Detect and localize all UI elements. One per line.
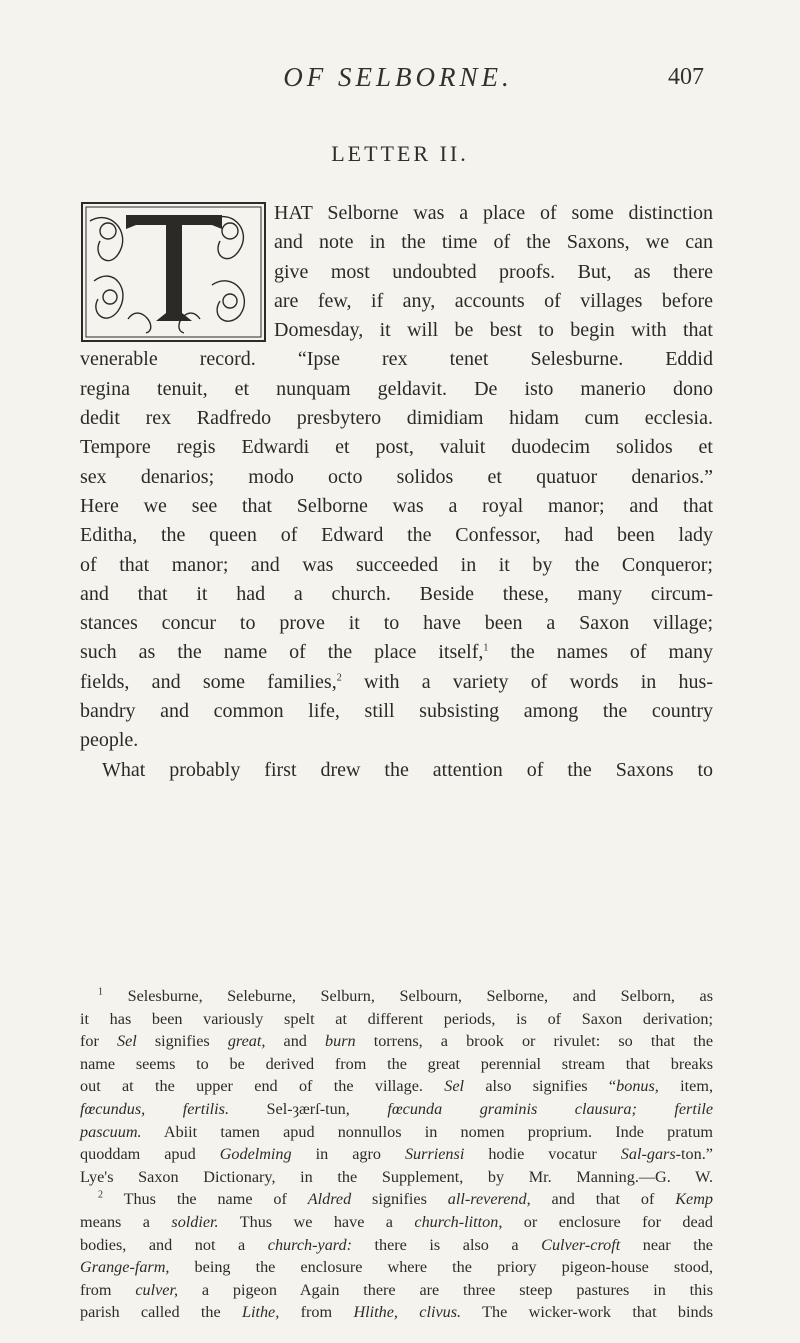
footnote-line: Lye's Saxon Dictionary, in the Supplement, by Mr. Manning.—G. W. — [80, 1167, 713, 1186]
text-segment: item, — [658, 1077, 713, 1096]
text-line: Tempore regis Edwardi et post, valuit duodecim solidos et — [80, 436, 713, 459]
text-segment: great, — [227, 1032, 266, 1051]
text-segment: Surriensi — [404, 1145, 465, 1164]
text-segment: Thus we have a — [218, 1212, 415, 1231]
text-line: and that it had a church. Beside these, many circum- — [80, 582, 713, 605]
footnotes — [80, 985, 713, 1324]
text-line: Domesday, it will be best to begin with that — [274, 319, 713, 342]
text-segment: the names of many — [488, 641, 713, 664]
text-segment: Sel — [116, 1032, 137, 1051]
text-segment: Hlithe, clivus. — [353, 1303, 462, 1322]
text-line: give most undoubted proofs. But, as there — [274, 260, 713, 283]
text-line: dedit rex Radfredo presbytero dimidiam hidam cum ecclesia. — [80, 407, 713, 430]
footnote-line — [80, 1301, 713, 1324]
text-segment: Culver-croft — [541, 1235, 621, 1254]
text-segment: near the — [620, 1235, 713, 1254]
text-segment: The wicker-work that binds — [461, 1303, 714, 1322]
text-segment: Abiit tamen apud nonnullos in nomen proprium. Inde pratum — [141, 1122, 713, 1141]
text-segment: signifies — [351, 1190, 448, 1209]
text-segment: parish called the — [80, 1303, 242, 1322]
text-segment: quoddam apud — [80, 1145, 220, 1164]
footnote-line: it has been variously spelt at different periods, is of Saxon derivation; — [80, 1009, 713, 1028]
page-number: 407 — [668, 64, 704, 90]
text-segment: Lithe, — [241, 1303, 280, 1322]
text-segment: culver, — [135, 1280, 179, 1299]
text-line: Here we see that Selborne was a royal manor; and that — [80, 494, 713, 517]
text-segment: Aldred — [307, 1190, 352, 1209]
footnote-line — [80, 1075, 713, 1098]
footnote-line — [80, 1030, 713, 1053]
text-segment: Selesburne, Seleburne, Selburn, Selbourn, Selborne, and Selborn, as — [127, 987, 713, 1005]
text-segment: Sel-ȝærſ-tun, — [229, 1099, 388, 1118]
text-line: What probably first drew the attention of the Saxons to — [102, 758, 713, 781]
text-segment: and that of — [530, 1190, 676, 1209]
text-segment: and — [265, 1032, 326, 1051]
text-segment: hodie vocatur — [464, 1145, 621, 1164]
footnote-line — [80, 1143, 713, 1166]
footnote-line — [80, 1098, 713, 1121]
text-line: people. — [80, 729, 139, 752]
text-segment: from — [80, 1280, 136, 1299]
footnote-line — [80, 1188, 713, 1211]
text-line: and note in the time of the Saxons, we can — [274, 231, 713, 254]
text-line: sex denarios; modo octo solidos et quatuor denarios.” — [80, 465, 713, 488]
text-segment: signifies — [136, 1032, 228, 1051]
text-segment: from — [279, 1303, 354, 1322]
footnote-mark: 2 — [98, 1189, 103, 1201]
text-line: regina tenuit, et nunquam geldavit. De isto manerio dono — [80, 377, 713, 400]
text-segment: or enclosure for dead — [502, 1212, 713, 1231]
text-segment: Thus the name of — [123, 1190, 308, 1209]
text-segment: Grange-farm, — [80, 1258, 170, 1277]
text-segment: soldier. — [171, 1212, 219, 1231]
text-segment: fœcundus, fertilis. — [80, 1099, 230, 1118]
text-segment: Sel — [444, 1077, 465, 1096]
text-segment: fœcunda graminis clausura; fertile — [387, 1099, 713, 1118]
text-segment: burn — [325, 1032, 356, 1051]
letter-body — [80, 199, 713, 785]
text-segment: church-litton, — [414, 1212, 503, 1231]
text-segment: for — [80, 1032, 117, 1051]
text-segment: Godelming — [219, 1145, 292, 1164]
text-segment: a pigeon Again there are three steep pastures in this — [178, 1280, 714, 1299]
text-segment: -ton.” — [675, 1145, 713, 1164]
text-segment: bonus, — [616, 1077, 659, 1096]
text-segment: with a variety of words in hus- — [341, 670, 713, 693]
text-line: are few, if any, accounts of villages before — [274, 289, 713, 312]
footnote-line — [80, 1234, 713, 1257]
text-segment: means a — [80, 1212, 172, 1231]
text-line — [80, 668, 713, 697]
footnote-ref[interactable]: 1 — [483, 642, 489, 654]
footnote-line: name seems to be derived from the great perennial stream that breaks — [80, 1054, 713, 1073]
text-segment: bodies, and not a — [80, 1235, 268, 1254]
text-line — [80, 638, 713, 667]
running-title: OF SELBORNE. — [283, 62, 513, 92]
footnote-line — [80, 1211, 713, 1234]
text-segment: pascuum. — [80, 1122, 142, 1141]
footnote-line — [80, 1279, 713, 1302]
text-line: HAT Selborne was a place of some distinction — [274, 202, 713, 224]
text-segment: such as the name of the place itself, — [80, 641, 484, 664]
text-segment: Kemp — [675, 1190, 713, 1209]
text-line: Editha, the queen of Edward the Confessor, had been lady — [80, 524, 713, 547]
text-segment: all-reverend, — [447, 1190, 531, 1209]
footnote-line — [80, 1121, 713, 1144]
text-line: of that manor; and was succeeded in it by the Conqueror; — [80, 553, 713, 576]
text-segment: fields, and some families, — [80, 670, 337, 693]
text-segment: out at the upper end of the village. — [80, 1077, 445, 1096]
footnote-mark: 1 — [98, 986, 103, 998]
footnote-ref[interactable]: 2 — [336, 672, 342, 684]
text-segment: torrens, a brook or rivulet: so that the — [355, 1032, 714, 1051]
text-line: venerable record. “Ipse rex tenet Selesburne. Eddid — [80, 348, 713, 371]
text-segment: in agro — [291, 1145, 405, 1164]
text-segment: there is also a — [351, 1235, 542, 1254]
text-line: stances concur to prove it to have been a Saxon village; — [80, 612, 713, 635]
text-segment: church-yard: — [267, 1235, 352, 1254]
text-segment: being the enclosure where the priory pigeon-house stood, — [169, 1258, 713, 1277]
text-segment: Sal-gars — [620, 1145, 676, 1164]
letter-title: LETTER II. — [331, 141, 469, 166]
footnote-line — [80, 985, 713, 1008]
text-segment: also signifies “ — [464, 1077, 617, 1096]
running-head — [0, 62, 800, 102]
footnote-line — [80, 1256, 713, 1279]
text-line: bandry and common life, still subsisting among the country — [80, 700, 713, 723]
